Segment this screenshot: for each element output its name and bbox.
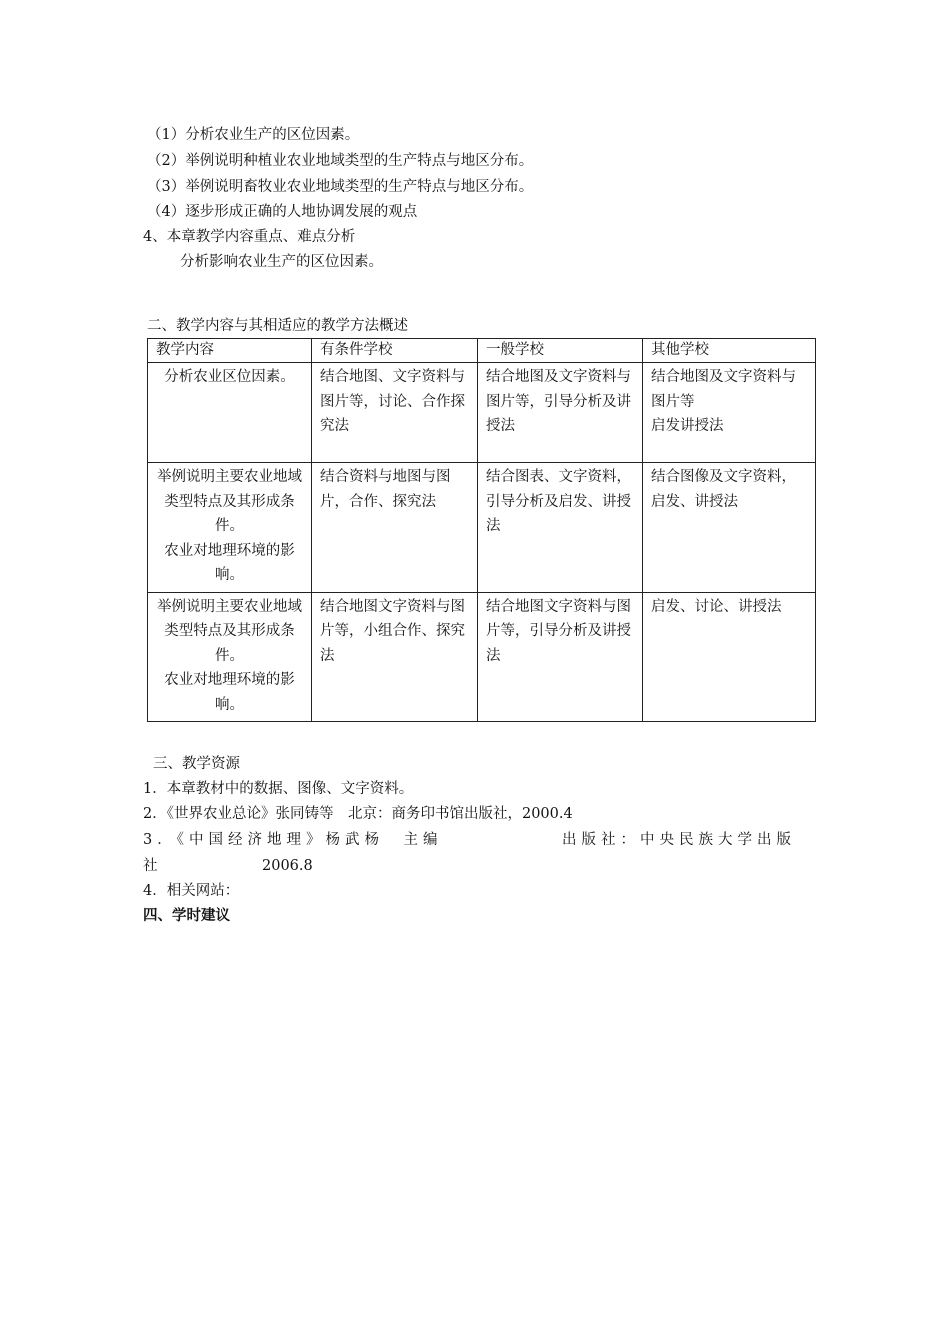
table-cell: 启发、讨论、讲授法 bbox=[643, 592, 816, 722]
objective-1: （1）分析农业生产的区位因素。 bbox=[147, 127, 360, 143]
header-other-school: 其他学校 bbox=[643, 339, 816, 363]
table-cell: 举例说明主要农业地域类型特点及其形成条件。 农业对地理环境的影响。 bbox=[148, 592, 312, 722]
table-row bbox=[148, 592, 816, 722]
objective-2: （2）举例说明种植业农业地域类型的生产特点与地区分布。 bbox=[147, 153, 534, 169]
table-cell: 结合资料与地图与图片，合作、探究法 bbox=[312, 463, 478, 593]
resource-3: 3．《中国经济地理》杨武杨 主编 bbox=[143, 832, 443, 848]
resource-4: 4．相关网站： bbox=[143, 883, 240, 899]
section3-title: 三、教学资源 bbox=[153, 756, 240, 772]
table-row bbox=[148, 363, 816, 463]
table-cell: 结合地图及文字资料与图片等，引导分析及讲授法 bbox=[478, 363, 643, 463]
table-cell: 结合地图、文字资料与图片等，讨论、合作探究法 bbox=[312, 363, 478, 463]
methods-table bbox=[147, 338, 816, 722]
table-cell: 结合图像及文字资料，启发、讲授法 bbox=[643, 463, 816, 593]
table-cell: 结合地图文字资料与图片等，引导分析及讲授法 bbox=[478, 592, 643, 722]
table-cell: 结合地图文字资料与图片等，小组合作、探究法 bbox=[312, 592, 478, 722]
table-row bbox=[148, 463, 816, 593]
resource-2: 2．《世界农业总论》张同铸等 北京：商务印书馆出版社，2000.4 bbox=[143, 806, 573, 822]
table-cell: 举例说明主要农业地域类型特点及其形成条件。 农业对地理环境的影响。 bbox=[148, 463, 312, 593]
key-points-heading: 4、本章教学内容重点、难点分析 bbox=[143, 229, 356, 245]
key-points-text: 分析影响农业生产的区位因素。 bbox=[180, 254, 383, 270]
table-header-row bbox=[148, 339, 816, 363]
table-cell: 结合地图及文字资料与图片等 启发讲授法 bbox=[643, 363, 816, 463]
header-conditioned-school: 有条件学校 bbox=[312, 339, 478, 363]
objective-3: （3）举例说明畜牧业农业地域类型的生产特点与地区分布。 bbox=[147, 179, 534, 195]
section2-title: 二、教学内容与其相适应的教学方法概述 bbox=[147, 318, 408, 334]
objective-4: （4）逐步形成正确的人地协调发展的观点 bbox=[147, 204, 418, 220]
header-general-school: 一般学校 bbox=[478, 339, 643, 363]
header-content: 教学内容 bbox=[148, 339, 312, 363]
table-cell: 结合图表、文字资料，引导分析及启发、讲授法 bbox=[478, 463, 643, 593]
resource-3-date: 2006.8 bbox=[262, 858, 313, 874]
section4-title: 四、学时建议 bbox=[143, 908, 230, 924]
resource-3-publisher-cont: 社 bbox=[143, 858, 158, 874]
table-cell: 分析农业区位因素。 bbox=[148, 363, 312, 463]
resource-3-publisher: 出版社：中央民族大学出版 bbox=[562, 832, 796, 848]
resource-1: 1．本章教材中的数据、图像、文字资料。 bbox=[143, 781, 414, 797]
